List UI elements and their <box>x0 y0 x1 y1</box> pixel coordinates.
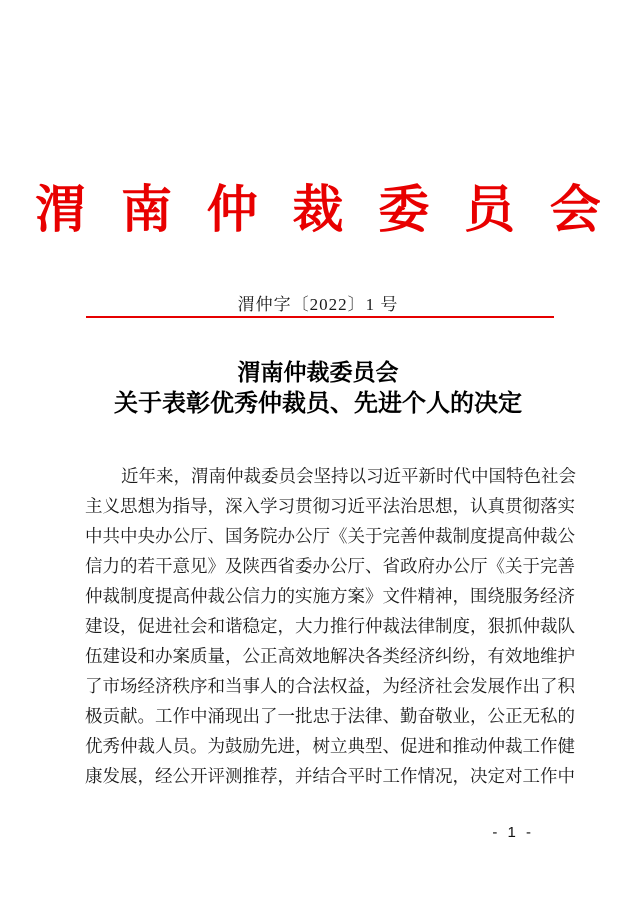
body-line: 优秀仲裁人员。为鼓励先进，树立典型、促进和推动仲裁工作健 <box>85 736 575 756</box>
doc-title-line1: 渭南仲裁委员会 <box>237 360 399 385</box>
body-paragraph <box>85 461 576 791</box>
body-line: 主义思想为指导，深入学习贯彻习近平法治思想，认真贯彻落实 <box>85 496 575 516</box>
body-line: 极贡献。工作中涌现出了一批忠于法律、勤奋敬业，公正无私的 <box>85 706 575 726</box>
page-number: - 1 - <box>492 824 534 841</box>
doc-number: 渭仲字〔2022〕1 号 <box>237 295 399 314</box>
body-line: 仲裁制度提高仲裁公信力的实施方案》文件精神，围绕服务经济 <box>85 586 575 606</box>
org-header-title: 渭 南 仲 裁 委 员 会 <box>35 183 612 239</box>
body-line: 康发展，经公开评测推荐，并结合平时工作情况，决定对工作中 <box>85 766 575 786</box>
body-line: 伍建设和办案质量，公正高效地解决各类经济纠纷，有效地维护 <box>85 646 575 666</box>
doc-title-line2: 关于表彰优秀仲裁员、先进个人的决定 <box>114 391 522 417</box>
body-line: 近年来，渭南仲裁委员会坚持以习近平新时代中国特色社会 <box>121 466 576 486</box>
body-line: 中共中央办公厅、国务院办公厅《关于完善仲裁制度提高仲裁公 <box>85 526 575 546</box>
body-line: 信力的若干意见》及陕西省委办公厅、省政府办公厅《关于完善 <box>85 556 575 576</box>
body-line: 了市场经济秩序和当事人的合法权益，为经济社会发展作出了积 <box>85 676 575 696</box>
red-divider-line <box>86 316 554 318</box>
doc-title <box>0 357 636 420</box>
body-line: 建设，促进社会和谐稳定，大力推行仲裁法律制度，狠抓仲裁队 <box>85 616 575 636</box>
